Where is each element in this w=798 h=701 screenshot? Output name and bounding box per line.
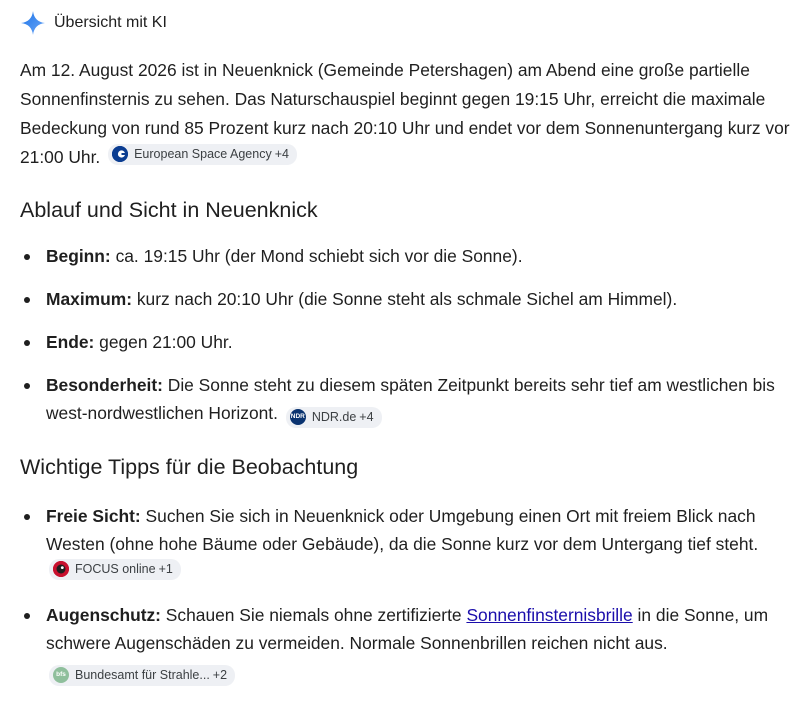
source-name: NDR.de <box>311 410 357 424</box>
item-text: Suchen Sie sich in Neuenknick oder Umgebung einen Ort mit freiem Blick nach Westen (ohne hohe Bäume oder Gebäude), da die Sonne kurz vor dem Untergang tief steht. <box>46 506 759 554</box>
source-extra-count: +2 <box>212 668 228 682</box>
ablauf-list <box>0 242 798 443</box>
ndr-logo-icon: NDR <box>290 409 306 425</box>
ai-overview-title: Übersicht mit KI <box>54 14 167 31</box>
list-item <box>0 328 798 356</box>
bfs-logo-icon: bfs <box>53 667 69 683</box>
item-label: Maximum: <box>46 289 133 309</box>
source-extra-count: +1 <box>158 562 173 576</box>
source-name: European Space Agency <box>134 146 272 161</box>
tipps-list <box>0 502 798 701</box>
bullet <box>24 514 30 520</box>
bullet <box>24 613 30 619</box>
source-chip-bfs[interactable] <box>49 665 235 686</box>
item-text: kurz nach 20:10 Uhr (die Sonne steht als schmale Sichel am Himmel). <box>132 289 678 309</box>
item-label: Besonderheit: <box>46 375 163 395</box>
item-label: Freie Sicht: <box>46 506 141 526</box>
source-extra-count: +4 <box>359 410 374 424</box>
item-text: Die Sonne steht zu diesem späten Zeitpunkt bereits sehr tief am westlichen bis west-nordwestlichen Horizont. <box>46 375 775 423</box>
list-item <box>0 285 798 313</box>
list-item <box>0 601 798 686</box>
esa-logo-icon <box>112 146 128 162</box>
section-heading-ablauf: Ablauf und Sicht in Neuenknick <box>20 198 318 222</box>
source-chip-ndr[interactable] <box>286 407 382 428</box>
sonnenfinsternisbrille-link[interactable]: Sonnenfinsternisbrille <box>466 605 633 625</box>
item-label: Augenschutz: <box>46 605 161 625</box>
list-item <box>0 242 798 270</box>
item-label: Beginn: <box>46 246 111 266</box>
gemini-sparkle-icon <box>20 10 46 36</box>
intro-paragraph <box>20 56 790 172</box>
source-name: FOCUS online <box>75 562 156 576</box>
item-text: gegen 21:00 Uhr. <box>94 332 233 352</box>
source-extra-count: +4 <box>274 146 289 161</box>
item-label: Ende: <box>46 332 95 352</box>
intro-text: Am 12. August 2026 ist in Neuenknick (Gemeinde Petershagen) am Abend eine große partielle Sonnenfinsternis zu sehen. Das Naturschauspiel beginnt gegen 19:15 Uhr, erreicht die maximale Bedeckung von rund 85 Prozent kurz nach 20:10 Uhr und endet vor dem Sonnenuntergang kurz vor 21:00 Uhr. <box>20 60 790 167</box>
section-heading-tipps: Wichtige Tipps für die Beobachtung <box>20 455 359 479</box>
bullet <box>24 340 30 346</box>
list-item <box>0 502 798 586</box>
source-chip-focus[interactable] <box>49 559 181 580</box>
source-name: Bundesamt für Strahle... <box>75 668 210 682</box>
item-text-before: Schauen Sie niemals ohne zertifizierte <box>160 605 467 625</box>
item-text-after: in die Sonne, um schwere Augenschäden zu vermeiden. Normale Sonnenbrillen reichen nicht aus. <box>46 605 769 653</box>
focus-logo-icon <box>53 561 69 577</box>
ai-overview-header <box>20 9 167 37</box>
item-text: ca. 19:15 Uhr (der Mond schiebt sich vor die Sonne). <box>110 246 523 266</box>
bullet <box>24 383 30 389</box>
bullet <box>24 254 30 260</box>
list-item <box>0 371 798 428</box>
source-chip-esa[interactable] <box>108 144 297 165</box>
bullet <box>24 297 30 303</box>
